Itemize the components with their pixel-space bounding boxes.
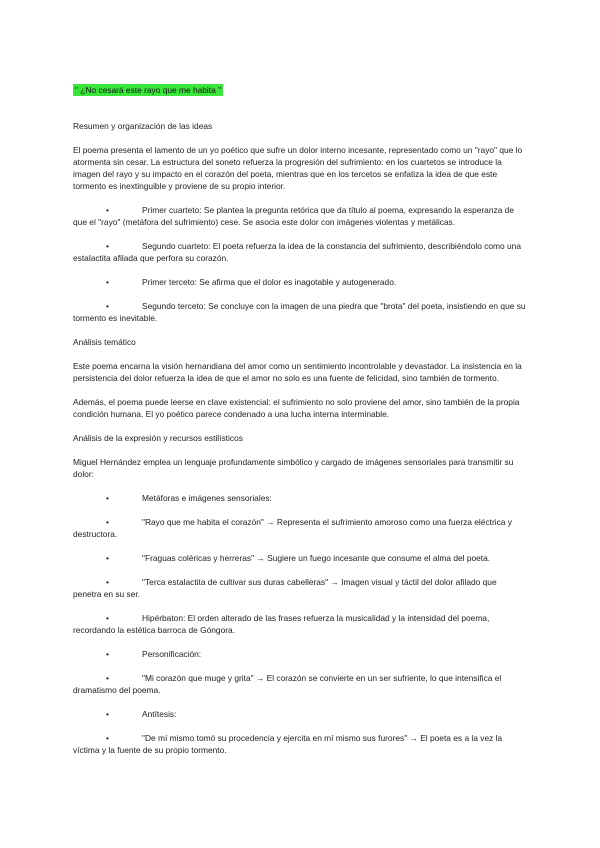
bullet-item [73,300,527,324]
bullet-text: Segundo cuarteto: El poeta refuerza la idea de la constancia del sufrimiento, describiéndolo como una estalactita afilada que perfora su corazón. [73,241,521,263]
bullet-text: "De mí mismo tomó su procedencia y ejercita en mí mismo sus furores" → El poeta es a la vez la víctima y la fuente de su propio tormento. [73,733,503,755]
bullet-text: Primer cuarteto: Se plantea la pregunta retórica que da título al poema, expresando la esperanza de que el "rayo" (metáfora del sufrimiento) cese. Se asocia este dolor con imágenes violentas y metálicas. [73,205,514,227]
paragraph-tematica-2: Además, el poema puede leerse en clave existencial: el sufrimiento no solo proviene del amor, sino también de la propia condición humana. El yo poético parece condenado a una lucha interna interminable. [73,397,520,419]
bullet-text: Personificación: [142,649,202,659]
bullet-icon [73,492,142,504]
document-content [73,84,527,768]
bullet-item [73,576,527,600]
bullet-icon [73,708,142,720]
section-heading-expresion: Análisis de la expresión y recursos estilísticos [73,433,243,443]
bullet-icon [73,612,142,624]
bullet-icon [73,732,142,744]
paragraph-expresion-intro: Miguel Hernández emplea un lenguaje profundamente simbólico y cargado de imágenes sensoriales para transmitir su dolor: [73,457,514,479]
bullet-text: "Terca estalactita de cultivar sus duras cabelleras" → Imagen visual y táctil del dolor afilado que penetra en su ser. [73,577,497,599]
bullet-item [73,612,527,636]
bullet-item [73,732,527,756]
section-heading-tematica: Análisis temático [73,337,136,347]
paragraph-tematica-1: Este poema encarna la visión hernandiana del amor como un sentimiento incontrolable y devastador. La insistencia en la persistencia del dolor refuerza la idea de que el amor no solo es una fuente de felicidad, sino también de tormento. [73,361,522,383]
bullet-icon [73,576,142,588]
bullet-icon [73,516,142,528]
bullet-item [73,516,527,540]
bullet-icon [73,648,142,660]
bullet-item [73,492,527,504]
bullet-text: "Rayo que me habita el corazón" → Representa el sufrimiento amoroso como una fuerza eléctrica y destructora. [73,517,512,539]
paragraph-resumen-intro: El poema presenta el lamento de un yo poético que sufre un dolor interno incesante, representado como un "rayo" que lo atormenta sin cesar. La estructura del soneto refuerza la progresión del sufrimiento: en los cuartetos se introduce la imagen del rayo y su impacto en el corazón del poeta, mientras que en los tercetos se enfatiza la idea de que este tormento es inextinguible y proviene de su propio interior. [73,145,523,191]
bullet-text: Segundo terceto: Se concluye con la imagen de una piedra que "brota" del poeta, insistiendo en que su tormento es inevitable. [73,301,526,323]
bullet-item [73,240,527,264]
bullet-icon [73,276,142,288]
document-title: " ¿No cesará este rayo que me habita " [75,85,222,95]
bullet-text: Metáforas e imágenes sensoriales: [142,493,272,503]
bullet-icon [73,672,142,684]
section-heading-resumen: Resumen y organización de las ideas [73,121,213,131]
bullet-icon [73,552,142,564]
bullet-text: "Fraguas coléricas y herreras" → Sugiere un fuego incesante que consume el alma del poeta. [142,553,491,563]
bullet-item [73,204,527,228]
bullet-item [73,648,527,660]
bullet-icon [73,204,142,216]
bullet-item [73,672,527,696]
bullet-text: Hipérbaton: El orden alterado de las frases refuerza la musicalidad y la intensidad del poema, recordando la estética barroca de Góngora. [73,613,490,635]
bullet-item [73,552,527,564]
bullet-icon [73,240,142,252]
bullet-text: Antítesis: [142,709,177,719]
bullet-item [73,276,527,288]
bullet-text: Primer terceto: Se afirma que el dolor es inagotable y autogenerado. [142,277,397,287]
bullet-icon [73,300,142,312]
bullet-item [73,708,527,720]
bullet-text: "Mi corazón que muge y grita" → El corazón se convierte en un ser sufriente, lo que intensifica el dramatismo del poema. [73,673,502,695]
